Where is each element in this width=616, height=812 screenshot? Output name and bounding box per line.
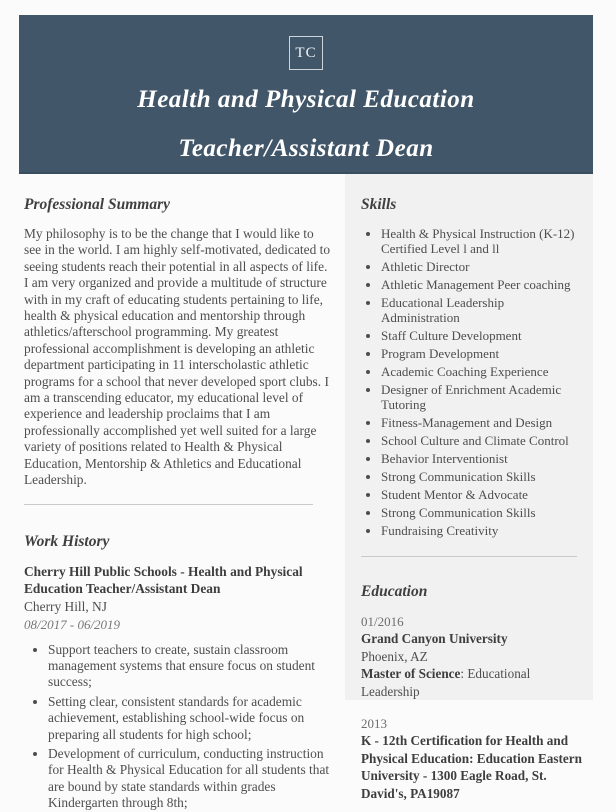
skill-item: • Fundraising Creativity xyxy=(381,523,583,538)
job-title: Cherry Hill Public Schools - Health and Physical Education Teacher/Assistant Dean xyxy=(24,563,303,596)
skill-item: • Athletic Management Peer coaching xyxy=(381,277,583,292)
job-entry xyxy=(24,563,331,812)
resume-title-line-1: Health and Physical Education xyxy=(137,86,475,113)
summary-text: My philosophy is to be the change that I would like to see in the world. I am highly self-motivated, dedicated to seeing students reach their potential in all aspects of life. I am very organized and provide a multitude of structure with in my craft of educating students pertaining to life, health & physical education and mentorship through athletics/afterschool programming. My greatest professional accomplishment is developing an athletic department participating in 11 interscholastic athletic programs for a school that never developed sport clubs. I am a transcending educator, my educational level of experience and leadership proclaims that I am professionally accomplished yet well suited for a large variety of positions related to Health & Physical Education, Mentorship & Athletics and Educational Leadership. xyxy=(24,226,331,488)
monogram-initials: TC xyxy=(295,44,317,61)
skill-item: • Educational Leadership Administration xyxy=(381,295,583,325)
skill-item: • Fitness-Management and Design xyxy=(381,415,583,430)
education-heading: Education xyxy=(361,583,428,600)
resume-header xyxy=(19,15,593,174)
job-bullet: • Support teachers to create, sustain classroom management systems that ensure focus on student success; xyxy=(48,642,331,691)
skills-heading: Skills xyxy=(361,196,397,213)
education-degree-title: Master of Science xyxy=(361,666,461,681)
resume-body xyxy=(19,174,593,811)
skill-item: • School Culture and Climate Control xyxy=(381,433,583,448)
education-date: 2013 xyxy=(361,716,387,731)
education-degree xyxy=(361,665,583,700)
skill-item: • Student Mentor & Advocate xyxy=(381,487,583,502)
skills-list xyxy=(361,226,583,538)
job-bullet: • Development of curriculum, conducting instruction for Health & Physical Education for all students that are bound by state standards within grades Kindergarten through 8th; xyxy=(48,746,331,812)
work-history-heading: Work History xyxy=(24,532,110,550)
job-bullet-list xyxy=(24,642,331,812)
summary-heading: Professional Summary xyxy=(24,196,170,213)
education-certification: K - 12th Certification for Health and Physical Education: Education Eastern University - 1300 Eagle Road, St. David's, PA19087 xyxy=(361,733,582,801)
resume-title-line-2: Teacher/Assistant Dean xyxy=(178,135,434,162)
section-divider xyxy=(24,504,313,505)
right-column xyxy=(345,174,593,801)
education-entry xyxy=(361,715,583,802)
skill-item: • Strong Communication Skills xyxy=(381,505,583,520)
education-degree-field: : Educational Leadership xyxy=(361,666,531,699)
section-divider xyxy=(361,556,577,557)
job-location: Cherry Hill, NJ xyxy=(24,598,107,614)
education-school: Grand Canyon University xyxy=(361,631,508,646)
skill-item: • Athletic Director xyxy=(381,259,583,274)
education-location: Phoenix, AZ xyxy=(361,648,428,664)
skill-item: • Program Development xyxy=(381,346,583,361)
monogram-badge xyxy=(289,36,323,70)
skill-item: • Academic Coaching Experience xyxy=(381,364,583,379)
left-column xyxy=(19,174,345,811)
education-entry xyxy=(361,613,583,700)
education-date: 01/2016 xyxy=(361,614,404,629)
job-dates: 08/2017 - 06/2019 xyxy=(24,616,121,632)
skill-item: • Designer of Enrichment Academic Tutoring xyxy=(381,382,583,412)
job-bullet: • Setting clear, consistent standards for academic achievement, establishing school-wide focus on preparing all students for high school; xyxy=(48,694,331,743)
skill-item: • Behavior Interventionist xyxy=(381,451,583,466)
skill-item: • Strong Communication Skills xyxy=(381,469,583,484)
skill-item: • Staff Culture Development xyxy=(381,328,583,343)
skill-item: • Health & Physical Instruction (K-12) Certified Level l and ll xyxy=(381,226,583,256)
